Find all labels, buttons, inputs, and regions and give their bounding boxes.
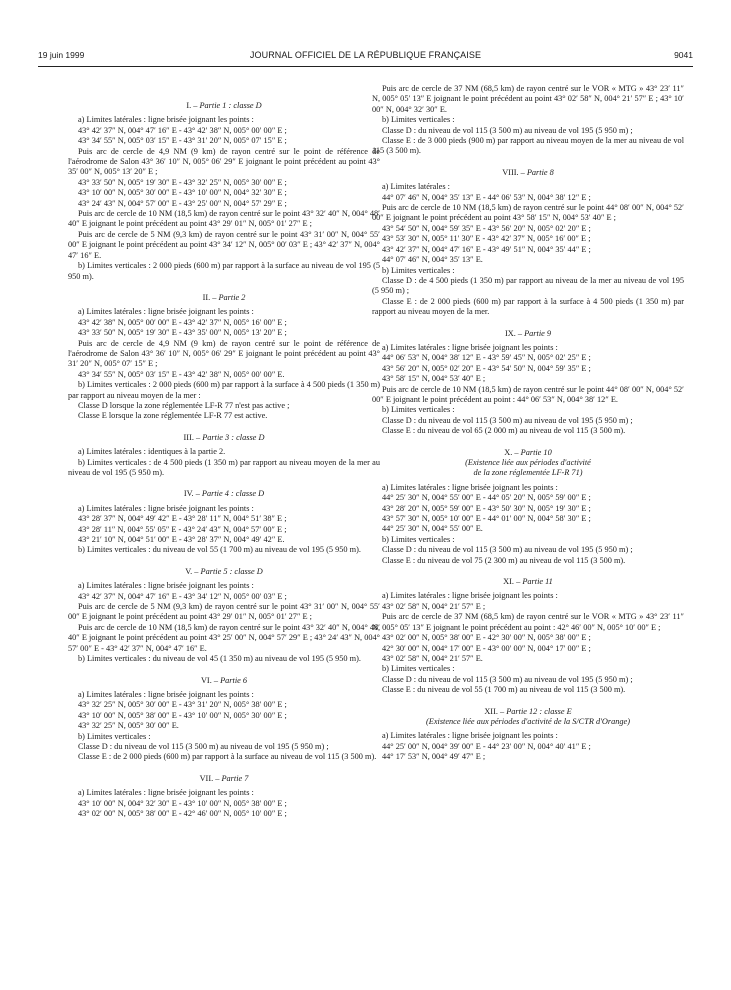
- class-line: Classe D : du niveau de vol 115 (3 500 m) au niveau de vol 195 (5 950 m) ;: [78, 741, 329, 751]
- arc-description: Puis arc de cercle de 10 NM (18,5 km) de rayon centré sur le point 43° 32′ 40″ N, 004° 48′ 40″ E joignant le point précédent au point 43° 29′ 01″ N, 005° 01′ 27″ E ;: [68, 209, 380, 229]
- coordinate-line: 43° 42′ 37″ N, 004° 47′ 16″ E - 43° 34′ 12″ N, 005° 00′ 03″ E ;: [78, 591, 287, 601]
- coordinate-line: 43° 02′ 58″ N, 004° 21′ 57″ E.: [382, 653, 483, 663]
- section-subtitle: (Existence liée aux périodes d'activité de la S/CTR d'Orange): [426, 716, 630, 726]
- vertical-limits: b) Limites verticales :: [78, 731, 151, 741]
- section-number: V. –: [185, 566, 199, 576]
- page-header: [38, 50, 693, 64]
- class-line: Classe D lorsque la zone réglementée LF-R 77 n'est pas active ;: [78, 400, 290, 410]
- lateral-limits: a) Limites latérales : identiques à la partie 2.: [78, 447, 226, 457]
- section-heading: Partie 8: [526, 167, 554, 177]
- coordinate-line: 43° 33′ 50″ N, 005° 19′ 30″ E - 43° 35′ 00″ N, 005° 13′ 20″ E ;: [78, 328, 287, 338]
- section-heading: Partie 6: [220, 675, 248, 685]
- class-line: Classe E lorsque la zone réglementée LF-R 77 est active.: [78, 411, 268, 421]
- coordinate-line: 44° 25′ 30″ N, 004° 55′ 00″ E - 44° 05′ 20″ N, 005° 59′ 00″ E ;: [382, 493, 591, 503]
- coordinate-line: 43° 33′ 50″ N, 005° 19′ 30″ E - 43° 32′ 25″ N, 005° 30′ 00″ E ;: [78, 177, 287, 187]
- coordinate-line: 43° 21′ 10″ N, 004° 51′ 00″ E - 43° 28′ 37″ N, 004° 49′ 42″ E.: [78, 535, 285, 545]
- section-partie-4: [68, 489, 380, 555]
- class-line: Classe D : du niveau de vol 115 (3 500 m) au niveau de vol 195 (5 950 m) ;: [382, 545, 633, 555]
- section-number: III. –: [183, 432, 201, 442]
- coordinate-line: 44° 25′ 00″ N, 004° 39′ 00″ E - 44° 23′ 00″ N, 004° 40′ 41″ E ;: [382, 741, 591, 751]
- coordinate-line: 43° 53′ 30″ N, 005° 11′ 30″ E - 43° 42′ 37″ N, 005° 16′ 00″ E ;: [382, 234, 591, 244]
- section-number: IX. –: [504, 328, 522, 338]
- arc-description: Puis arc de cercle de 37 NM (68,5 km) de rayon centré sur le VOR « MTG » 43° 23′ 11″ N, 005° 05′ 13″ E joignant le point précédent au point : 42° 46′ 00″ N, 005° 10′ 00″ E ;: [372, 612, 684, 632]
- coordinate-line: 42° 30′ 00″ N, 004° 17′ 00″ E - 43° 00′ 00″ N, 004° 17′ 00″ E ;: [382, 643, 591, 653]
- section-partie-2: [68, 293, 380, 422]
- class-line: Classe E : du niveau de vol 65 (2 000 m) au niveau de vol 115 (3 500 m).: [382, 426, 626, 436]
- section-heading: Partie 5 : classe D: [200, 566, 263, 576]
- vertical-limits: b) Limites verticales : 2 000 pieds (600 m) par rapport à la surface au niveau de vol 195 (5 950 m).: [68, 261, 380, 281]
- section-heading: Partie 12 : classe E: [506, 706, 572, 716]
- section-title: [68, 101, 380, 111]
- coordinate-line: 43° 34′ 55″ N, 005° 03′ 15″ E - 43° 31′ 20″ N, 005° 07′ 15″ E ;: [78, 136, 287, 146]
- vertical-limits: b) Limites verticales : du niveau de vol 55 (1 700 m) au niveau de vol 195 (5 950 m).: [78, 545, 361, 555]
- coordinate-line: 44° 17′ 53″ N, 004° 49′ 47″ E ;: [382, 752, 486, 762]
- section-partie-5: [68, 567, 380, 665]
- coordinate-line: 43° 34′ 55″ N, 005° 03′ 15″ E - 43° 42′ 38″ N, 005° 00′ 00″ E.: [78, 369, 285, 379]
- coordinate-line: 43° 02′ 00″ N, 005° 38′ 00″ E - 42° 46′ 00″ N, 005° 10′ 00″ E ;: [78, 808, 287, 818]
- section-partie-10: [372, 448, 684, 566]
- coordinate-line: 43° 42′ 37″ N, 004° 47′ 16″ E - 43° 49′ 51″ N, 004° 35′ 44″ E ;: [382, 244, 591, 254]
- coordinate-line: 43° 10′ 00″ N, 005° 38′ 00″ E - 43° 10′ 00″ N, 005° 30′ 00″ E ;: [78, 710, 287, 720]
- section-number: XII. –: [484, 706, 505, 716]
- section-title: [372, 329, 684, 339]
- lateral-limits: a) Limites latérales : ligne brisée joignant les points :: [78, 581, 254, 591]
- section-partie-7-continued: [372, 84, 684, 157]
- coordinate-line: 43° 28′ 20″ N, 005° 59′ 00″ E - 43° 50′ 30″ N, 005° 19′ 30″ E ;: [382, 503, 591, 513]
- section-heading: Partie 9: [524, 328, 552, 338]
- section-number: VII. –: [199, 773, 220, 783]
- section-number: X. –: [504, 447, 519, 457]
- section-heading: Partie 3 : classe D: [202, 432, 265, 442]
- arc-description: Puis arc de cercle de 5 NM (9,3 km) de rayon centré sur le point 43° 31′ 00″ N, 004° 55′ 00″ E joignant le point précédent au point 43° 34′ 12″ N, 005° 00′ 03″ E ; 43° 42′ 37″ N, 004° 47′ 16″ E.: [68, 229, 380, 260]
- section-title: [68, 774, 380, 784]
- coordinate-line: 43° 32′ 25″ N, 005° 30′ 00″ E.: [78, 721, 179, 731]
- class-line: Classe E : de 3 000 pieds (900 m) par rapport au niveau moyen de la mer au niveau de vol 115 (3 500 m).: [372, 136, 684, 156]
- vertical-limits: b) Limites verticales :: [382, 115, 455, 125]
- section-number: II. –: [202, 292, 217, 302]
- section-title: [68, 567, 380, 577]
- header-journal-title: JOURNAL OFFICIEL DE LA RÉPUBLIQUE FRANÇAISE: [249, 50, 482, 60]
- section-title: [68, 293, 380, 303]
- vertical-limits: b) Limites verticales :: [382, 405, 455, 415]
- vertical-limits: b) Limites verticales :: [382, 265, 455, 275]
- class-line: Classe D : du niveau de vol 115 (3 500 m) au niveau de vol 195 (5 950 m) ;: [382, 674, 633, 684]
- coordinate-line: 43° 28′ 37″ N, 004° 49′ 42″ E - 43° 28′ 11″ N, 004° 51′ 38″ E ;: [78, 514, 287, 524]
- section-title: [372, 168, 684, 178]
- vertical-limits: b) Limites verticales :: [382, 534, 455, 544]
- vertical-limits: b) Limites verticales :: [382, 664, 455, 674]
- header-page-number: 9041: [674, 50, 693, 60]
- class-line: Classe E : de 2 000 pieds (600 m) par rapport à la surface à 4 500 pieds (1 350 m) par rapport au niveau moyen de la mer.: [372, 296, 684, 317]
- class-line: Classe D : de 4 500 pieds (1 350 m) par rapport au niveau de la mer au niveau de vol 195 (5 950 m) ;: [372, 275, 684, 296]
- vertical-limits: b) Limites verticales : de 4 500 pieds (1 350 m) par rapport au niveau moyen de la mer au niveau de vol 195 (5 950 m).: [68, 457, 380, 477]
- coordinate-line: 44° 06′ 53″ N, 004° 38′ 12″ E - 43° 59′ 45″ N, 005° 02′ 25″ E ;: [382, 353, 591, 363]
- section-heading: Partie 4 : classe D: [201, 489, 265, 499]
- coordinate-line: 44° 07′ 46″ N, 004° 35′ 13″ E.: [382, 255, 483, 265]
- right-column: [372, 84, 684, 763]
- lateral-limits: a) Limites latérales : ligne brisée joignant les points :: [382, 591, 558, 601]
- lateral-limits: a) Limites latérales : ligne brisée joignant les points :: [382, 482, 558, 492]
- section-partie-9: [372, 329, 684, 437]
- section-number: XI. –: [503, 577, 521, 587]
- arc-description: Puis arc de cercle de 10 NM (18,5 km) de rayon centré sur le point 44° 08′ 00″ N, 004° 52′ 00″ E joignant le point précédent au point 43° 58′ 15″ N, 004° 53′ 40″ E ;: [372, 203, 684, 223]
- section-partie-7: [68, 774, 380, 820]
- coordinate-line: 43° 57′ 30″ N, 005° 10′ 00″ E - 44° 01′ 00″ N, 004° 58′ 30″ E ;: [382, 514, 591, 524]
- coordinate-line: 43° 58′ 15″ N, 004° 53′ 40″ E ;: [382, 374, 486, 384]
- coordinate-line: 43° 56′ 20″ N, 005° 02′ 20″ E - 43° 54′ 50″ N, 004° 59′ 35″ E ;: [382, 363, 591, 373]
- coordinate-line: 44° 25′ 30″ N, 004° 55′ 00″ E.: [382, 524, 483, 534]
- coordinate-line: 43° 32′ 25″ N, 005° 30′ 00″ E - 43° 31′ 20″ N, 005° 38′ 00″ E ;: [78, 700, 287, 710]
- lateral-limits: a) Limites latérales : ligne brisée joignant les points :: [78, 689, 254, 699]
- section-number: I. –: [186, 101, 198, 110]
- lateral-limits: a) Limites latérales : ligne brisée joignant les points :: [78, 307, 254, 317]
- section-partie-12: [372, 707, 684, 763]
- section-number: IV. –: [183, 489, 200, 499]
- coordinate-line: 44° 07′ 46″ N, 004° 35′ 13″ E - 44° 06′ 53″ N, 004° 38′ 12″ E ;: [382, 192, 591, 202]
- section-partie-6: [68, 676, 380, 763]
- coordinate-line: 43° 42′ 37″ N, 004° 47′ 16″ E - 43° 42′ 38″ N, 005° 00′ 00″ E ;: [78, 125, 287, 135]
- coordinate-line: 43° 28′ 11″ N, 004° 55′ 05″ E - 43° 24′ 43″ N, 004° 57′ 00″ E ;: [78, 524, 287, 534]
- lateral-limits: a) Limites latérales : ligne brisée joignant les points :: [78, 788, 254, 798]
- lateral-limits: a) Limites latérales : ligne brisée joignant les points :: [382, 731, 558, 741]
- coordinate-line: 43° 10′ 00″ N, 004° 32′ 30″ E - 43° 10′ 00″ N, 005° 38′ 00″ E ;: [78, 798, 287, 808]
- section-title: [68, 676, 380, 686]
- vertical-limits: b) Limites verticales : du niveau de vol 45 (1 350 m) au niveau de vol 195 (5 950 m).: [78, 654, 361, 664]
- section-partie-8: [372, 168, 684, 318]
- section-heading: Partie 1 : classe D: [199, 101, 262, 110]
- section-partie-1: [68, 101, 380, 282]
- section-title: [68, 489, 380, 499]
- section-subtitle: de la zone réglementée LF-R 71): [473, 468, 583, 478]
- section-title: [372, 448, 684, 458]
- header-rule: [38, 66, 693, 67]
- section-heading: Partie 11: [522, 577, 553, 587]
- class-line: Classe E : du niveau de vol 55 (1 700 m) au niveau de vol 115 (3 500 m).: [382, 685, 626, 695]
- arc-description: Puis arc de cercle de 37 NM (68,5 km) de rayon centré sur le VOR « MTG » 43° 23′ 11″ N, 005° 05′ 13″ E joignant le point précédent au point 43° 02′ 58″ N, 004° 21′ 57″ E ; 43° 10′ 00″ N, 004° 32′ 30″ E.: [372, 84, 684, 114]
- section-title: [68, 433, 380, 443]
- section-partie-11: [372, 577, 684, 695]
- arc-description: Puis arc de cercle de 5 NM (9,3 km) de rayon centré sur le point 43° 31′ 00″ N, 004° 55′ 00″ E joignant le point précédent au point 43° 29′ 01″ N, 005° 01′ 27″ E ;: [68, 602, 380, 622]
- section-heading: Partie 7: [221, 773, 249, 783]
- class-line: Classe D : du niveau de vol 115 (3 500 m) au niveau de vol 195 (5 950 m) ;: [382, 125, 633, 135]
- section-number: VIII. –: [502, 167, 525, 177]
- section-title: [372, 707, 684, 717]
- section-heading: Partie 2: [218, 292, 246, 302]
- class-line: Classe E : du niveau de vol 75 (2 300 m) au niveau de vol 115 (3 500 m).: [382, 555, 626, 565]
- lateral-limits: a) Limites latérales : ligne brisée joignant les points :: [78, 115, 254, 125]
- lateral-limits: a) Limites latérales :: [382, 182, 450, 192]
- section-heading: Partie 10: [520, 447, 552, 457]
- section-partie-3: [68, 433, 380, 479]
- coordinate-line: 43° 10′ 00″ N, 005° 30′ 00″ E - 43° 10′ 00″ N, 004° 32′ 30″ E ;: [78, 188, 287, 198]
- coordinate-line: 43° 24′ 43″ N, 004° 57′ 00″ E - 43° 25′ 00″ N, 004° 57′ 29″ E ;: [78, 198, 287, 208]
- arc-description: Puis arc de cercle de 10 NM (18,5 km) de rayon centré sur le point 44° 08′ 00″ N, 004° 52′ 00″ E joignant le point précédent au point : 44° 06′ 53″ N, 004° 38′ 12″ E.: [372, 384, 684, 404]
- arc-description: Puis arc de cercle de 4,9 NM (9 km) de rayon centré sur le point de référence de l'aérodrome de Salon 43° 36′ 10″ N, 005° 06′ 29″ E joignant le point précédent au point 43° 31′ 20″ N, 005° 07′ 15″ E ;: [68, 338, 380, 369]
- arc-description: Puis arc de cercle de 10 NM (18,5 km) de rayon centré sur le point 43° 32′ 40″ N, 004° 48′ 40″ E joignant le point précédent au point 43° 25′ 00″ N, 004° 57′ 29″ E ; 43° 24′ 43″ N, 004° 57′ 00″ E - 43° 42′ 37″ N, 004° 47′ 16″ E.: [68, 622, 380, 653]
- section-title: [372, 577, 684, 587]
- class-line: Classe D : du niveau de vol 115 (3 500 m) au niveau de vol 195 (5 950 m) ;: [382, 415, 633, 425]
- lateral-limits: a) Limites latérales : ligne brisée joignant les points :: [78, 503, 254, 513]
- coordinate-line: 43° 02′ 00″ N, 005° 38′ 00″ E - 42° 30′ 00″ N, 005° 38′ 00″ E ;: [382, 633, 591, 643]
- coordinate-line: 43° 42′ 38″ N, 005° 00′ 00″ E - 43° 42′ 37″ N, 005° 16′ 00″ E ;: [78, 317, 287, 327]
- lateral-limits: a) Limites latérales : ligne brisée joignant les points :: [382, 342, 558, 352]
- vertical-limits: b) Limites verticales : 2 000 pieds (600 m) par rapport à la surface à 4 500 pieds (1 350 m) par rapport au niveau moyen de la mer :: [68, 380, 380, 400]
- header-date: 19 juin 1999: [38, 50, 85, 60]
- coordinate-line: 43° 02′ 58″ N, 004° 21′ 57″ E ;: [382, 601, 486, 611]
- section-number: VI. –: [200, 675, 218, 685]
- section-subtitle: (Existence liée aux périodes d'activité: [465, 458, 591, 467]
- class-line: Classe E : de 2 000 pieds (600 m) par rapport à la surface au niveau de vol 115 (3 500 m).: [78, 752, 377, 762]
- left-column: [68, 101, 380, 819]
- coordinate-line: 43° 54′ 50″ N, 004° 59′ 35″ E - 43° 56′ 20″ N, 005° 02′ 20″ E ;: [382, 223, 591, 233]
- arc-description: Puis arc de cercle de 4,9 NM (9 km) de rayon centré sur le point de référence de l'aérodrome de Salon 43° 36′ 10″ N, 005° 06′ 29″ E joignant le point précédent au point 43° 35′ 00″ N, 005° 13′ 20″ E ;: [68, 146, 380, 177]
